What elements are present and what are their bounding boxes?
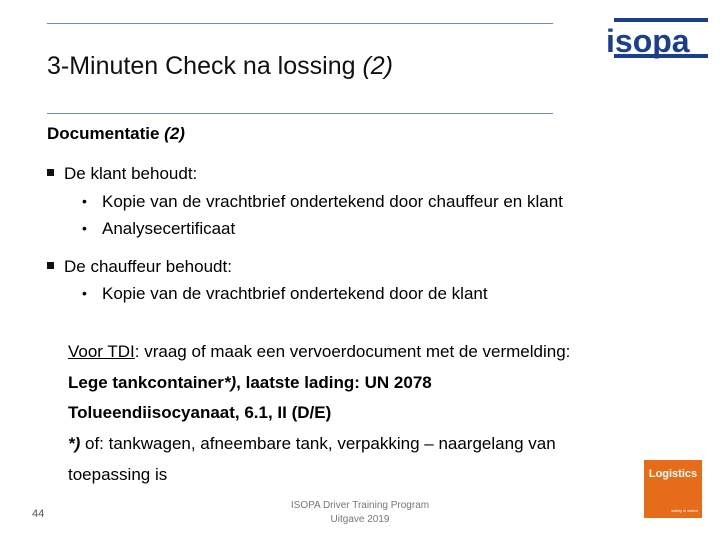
note-text: of: tankwagen, afneembare tank, verpakking – naargelang van xyxy=(80,434,556,453)
tdi-label: Voor TDI xyxy=(68,342,135,361)
section-main: Documentatie xyxy=(47,124,160,143)
slide-title xyxy=(47,52,393,81)
logistics-badge xyxy=(644,460,702,518)
sub-bullet-analysecertificaat xyxy=(82,219,235,239)
tdi-note-line-1 xyxy=(68,434,556,454)
round-bullet-icon: • xyxy=(82,220,87,236)
tdi-text: vraag of maak een vervoerdocument met de vermelding: xyxy=(139,342,571,361)
section-suffix: (2) xyxy=(164,124,185,143)
note-line-2: toepassing is xyxy=(68,465,168,484)
badge-label: Logistics xyxy=(648,468,698,480)
line2-b: , laatste lading: UN 2078 xyxy=(236,373,432,392)
sub-bullet-vrachtbrief-klant xyxy=(82,192,563,212)
isopa-logo xyxy=(604,14,708,64)
bullet-klant xyxy=(47,164,197,184)
sub-bullet-text: Analysecertificaat xyxy=(102,219,236,238)
title-bottom-rule xyxy=(47,113,553,114)
sub-bullet-text: Kopie van de vrachtbrief ondertekend door chauffeur en klant xyxy=(102,192,563,211)
note-star: *) xyxy=(68,434,81,453)
line2-a: Lege tankcontainer xyxy=(68,373,224,392)
round-bullet-icon: • xyxy=(82,193,87,209)
page-number: 44 xyxy=(32,508,45,520)
footer-line-1: ISOPA Driver Training Program xyxy=(290,500,430,511)
tdi-colon: : xyxy=(134,342,140,361)
tdi-note-line-2 xyxy=(68,465,167,485)
tdi-line-2 xyxy=(68,373,432,393)
tdi-line-3 xyxy=(68,403,331,423)
title-main: 3-Minuten Check na lossing xyxy=(47,52,356,80)
bullet-chauffeur xyxy=(47,257,232,277)
tdi-line-1 xyxy=(68,342,570,362)
square-bullet-icon xyxy=(47,169,54,176)
round-bullet-icon: • xyxy=(82,285,87,301)
badge-tagline: safety in action xyxy=(671,508,698,513)
title-suffix: (2) xyxy=(362,52,394,80)
footer xyxy=(260,499,460,527)
bullet-chauffeur-text: De chauffeur behoudt: xyxy=(64,257,232,276)
sub-bullet-vrachtbrief-chauffeur xyxy=(82,284,488,304)
line2-star: *) xyxy=(223,373,237,392)
line3: Tolueendiisocyanaat, 6.1, II (D/E) xyxy=(68,403,332,422)
logo-text: isopa xyxy=(606,23,690,59)
sub-bullet-text: Kopie van de vrachtbrief ondertekend door de klant xyxy=(102,284,488,303)
square-bullet-icon xyxy=(47,262,54,269)
title-top-rule xyxy=(47,23,553,24)
section-heading xyxy=(47,124,185,144)
footer-line-2: Uitgave 2019 xyxy=(330,514,390,525)
bullet-klant-text: De klant behoudt: xyxy=(64,164,198,183)
